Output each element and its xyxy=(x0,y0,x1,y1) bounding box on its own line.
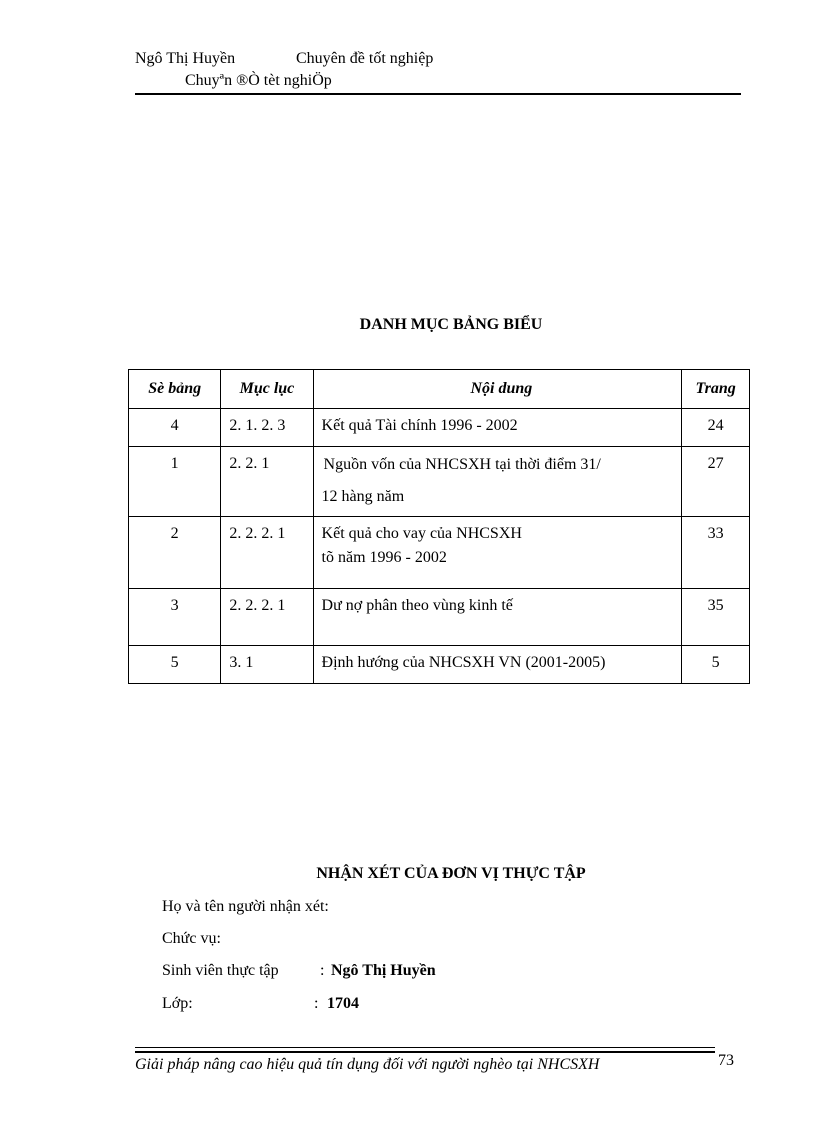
row-content-line: 12 hàng năm xyxy=(321,488,405,505)
class-label: Lớp: xyxy=(162,995,193,1012)
toc-header-row xyxy=(129,370,750,409)
row-content xyxy=(313,517,682,589)
col-header-section: Mục lục xyxy=(221,370,313,409)
row-content: Kết quả Tài chính 1996 - 2002 xyxy=(313,409,682,447)
header-author: Ngô Thị Huyền xyxy=(135,50,236,67)
row-no: 5 xyxy=(129,646,221,684)
table-row xyxy=(129,517,750,589)
row-no: 3 xyxy=(129,589,221,646)
row-page: 24 xyxy=(682,409,750,447)
footer-text: Giải pháp nâng cao hiệu quả tín dụng đối với người nghèo tại NHCSXH xyxy=(135,1056,600,1073)
row-page: 33 xyxy=(682,517,750,589)
col-header-content: Nội dung xyxy=(313,370,682,409)
footer-rule-top xyxy=(135,1047,715,1048)
review-heading: NHẬN XÉT CỦA ĐƠN VỊ THỰC TẬP xyxy=(316,865,586,882)
table-row xyxy=(129,409,750,447)
row-page: 5 xyxy=(682,646,750,684)
col-header-page: Trang xyxy=(682,370,750,409)
position-label: Chức vụ: xyxy=(162,930,221,947)
page-number: 73 xyxy=(718,1052,734,1069)
row-content-line: Kết quả cho vay của NHCSXH xyxy=(321,525,522,542)
toc-heading: DANH MỤC BẢNG BIỂU xyxy=(359,316,543,333)
table-row xyxy=(129,589,750,646)
row-section: 3. 1 xyxy=(221,646,313,684)
row-content: Dư nợ phân theo vùng kinh tế xyxy=(313,589,682,646)
footer-rule-bottom xyxy=(135,1051,715,1053)
row-content-line: tõ năm 1996 - 2002 xyxy=(321,549,447,566)
row-page: 35 xyxy=(682,589,750,646)
table-row xyxy=(129,447,750,517)
row-no: 1 xyxy=(129,447,221,517)
student-name: Ngô Thị Huyền xyxy=(331,962,436,979)
row-section: 2. 2. 2. 1 xyxy=(221,517,313,589)
toc-table xyxy=(128,369,750,684)
header-rule xyxy=(135,93,741,95)
col-header-no: Sè bảng xyxy=(129,370,221,409)
header-title: Chuyên đề tốt nghiệp xyxy=(296,50,434,67)
student-label: Sinh viên thực tập xyxy=(162,962,279,979)
row-content-line: Nguồn vốn của NHCSXH tại thời điểm 31/ xyxy=(323,456,601,473)
table-row xyxy=(129,646,750,684)
row-no: 2 xyxy=(129,517,221,589)
row-page: 27 xyxy=(682,447,750,517)
student-separator: : xyxy=(320,962,325,979)
class-value: 1704 xyxy=(327,995,359,1012)
row-section: 2. 2. 1 xyxy=(221,447,313,517)
row-content xyxy=(313,447,682,517)
row-content: Định hướng của NHCSXH VN (2001-2005) xyxy=(313,646,682,684)
header-garbled-title: Chuyªn ®Ò tèt nghiÖp xyxy=(185,72,332,89)
row-no: 4 xyxy=(129,409,221,447)
row-section: 2. 1. 2. 3 xyxy=(221,409,313,447)
reviewer-label: Họ và tên người nhận xét: xyxy=(162,898,329,915)
class-separator: : xyxy=(314,995,319,1012)
row-section: 2. 2. 2. 1 xyxy=(221,589,313,646)
